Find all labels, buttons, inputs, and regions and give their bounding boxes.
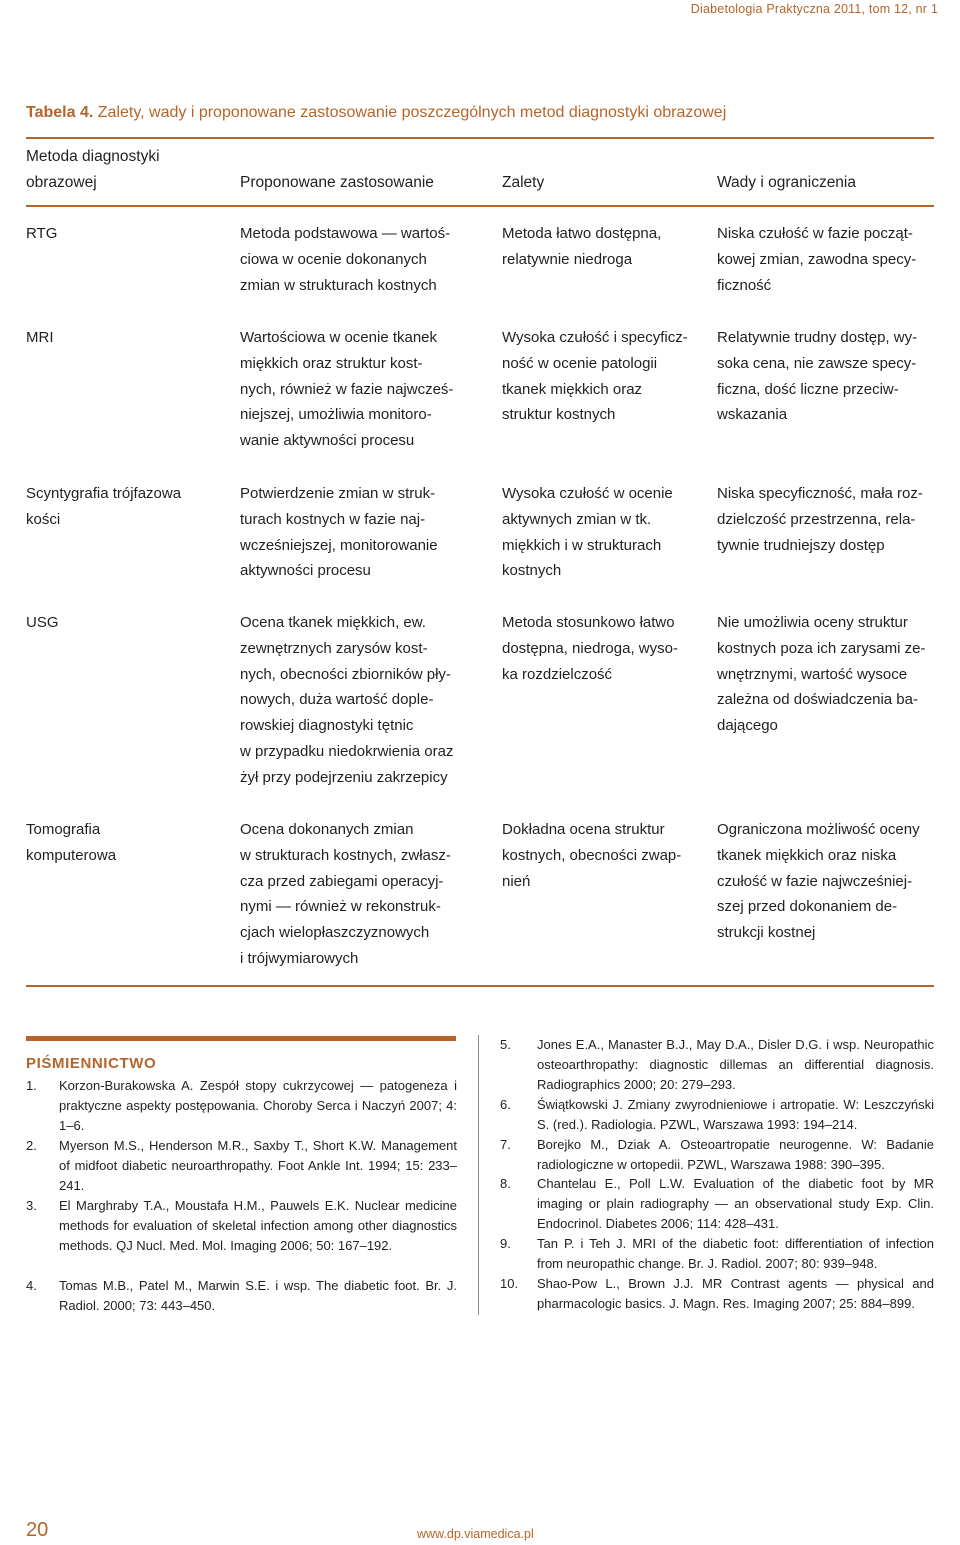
- reference-item: [500, 1274, 934, 1314]
- table-top-rule: [26, 137, 934, 139]
- page-number: 20: [26, 1519, 49, 1541]
- reference-number: 4.: [26, 1278, 37, 1293]
- row-mri-advantages: Wysoka czułość i specyficz- ność w ocenie patologii tkanek miękkich oraz struktur kostnych: [502, 329, 688, 424]
- reference-item: [500, 1135, 934, 1175]
- row-rtg-limitations: Niska czułość w fazie począt- kowej zmian, zawodna specy- ficzność: [717, 225, 917, 294]
- reference-item: [26, 1196, 457, 1256]
- reference-item: [500, 1234, 934, 1274]
- row-usg-advantages: Metoda stosunkowo łatwo dostępna, niedroga, wyso- ka rozdzielczość: [502, 614, 678, 683]
- row-mri-limitations: Relatywnie trudny dostęp, wy- soka cena, nie zawsze specy- ficzna, dość liczne przeciw- wskazania: [717, 329, 918, 424]
- reference-item: [26, 1136, 457, 1196]
- reference-number: 8.: [500, 1176, 511, 1191]
- table-header-rule: [26, 205, 934, 207]
- row-usg-method: USG: [26, 614, 59, 631]
- reference-number: 9.: [500, 1236, 511, 1251]
- reference-text: Jones E.A., Manaster B.J., May D.A., Disler D.G. i wsp. Neuropathic osteoarthropathy: diagnostic dillemas an differential diagnosis. Radiographics 2000; 20: 279–293.: [537, 1037, 934, 1092]
- row-scintigraphy-use: Potwierdzenie zmian w struk- turach kostnych w fazie naj- wcześniejszej, monitorowanie aktywności procesu: [240, 485, 438, 580]
- reference-number: 3.: [26, 1198, 37, 1213]
- row-rtg-advantages: Metoda łatwo dostępna, relatywnie niedroga: [502, 225, 662, 268]
- references-heading: PIŚMIENNICTWO: [26, 1055, 157, 1072]
- row-ct-limitations: Ograniczona możliwość oceny tkanek miękkich oraz niska czułość w fazie najwcześniej- szej przed dokonaniem de- strukcji kostnej: [717, 821, 920, 942]
- references-accent-rule: [26, 1036, 456, 1041]
- footer-url: www.dp.viamedica.pl: [417, 1527, 534, 1541]
- row-rtg-use: Metoda podstawowa — wartoś- ciowa w ocenie dokonanych zmian w strukturach kostnych: [240, 225, 451, 294]
- row-scintigraphy-limitations: Niska specyficzność, mała roz- dzielczość przestrzenna, rela- tywnie trudniejszy dostęp: [717, 485, 923, 554]
- reference-text: Świątkowski J. Zmiany zwyrodnieniowe i artropatie. W: Leszczyński S. (red.). Radiologia. PZWL, Warszawa 1993: 194–214.: [537, 1097, 934, 1132]
- reference-text: Tan P. i Teh J. MRI of the diabetic foot: differentiation of infection from neuropathic change. Br. J. Radiol. 2007; 80: 939–948.: [537, 1236, 934, 1271]
- row-scintigraphy-method: Scyntygrafia trójfazowa kości: [26, 485, 182, 528]
- reference-text: Shao-Pow L., Brown J.J. MR Contrast agents — physical and pharmacologic basics. J. Magn. Res. Imaging 2007; 25: 884–899.: [537, 1276, 934, 1311]
- header-use: Proponowane zastosowanie: [240, 174, 434, 191]
- row-usg-limitations: Nie umożliwia oceny struktur kostnych poza ich zarysami ze- wnętrznymi, wartość wysoce zależna od doświadczenia ba- dającego: [717, 614, 926, 735]
- reference-item: [500, 1035, 934, 1095]
- references-column-divider: [478, 1035, 479, 1315]
- header-advantages: Zalety: [502, 174, 545, 191]
- row-scintigraphy-advantages: Wysoka czułość w ocenie aktywnych zmian w tk. miękkich i w strukturach kostnych: [502, 485, 673, 580]
- reference-text: Korzon-Burakowska A. Zespół stopy cukrzycowej — patogeneza i praktyczne aspekty postępowania. Choroby Serca i Naczyń 2007; 4: 1–6.: [59, 1078, 457, 1133]
- row-usg-use: Ocena tkanek miękkich, ew. zewnętrznych zarysów kost- nych, obecności zbiorników pły- nowych, duża wartość dople- rowskiej diagnostyki tętnic w przypadku niedokrwienia oraz żył przy podejrzeniu zakrzepicy: [240, 614, 454, 786]
- header-limitations: Wady i ograniczenia: [717, 174, 856, 191]
- reference-number: 6.: [500, 1097, 511, 1112]
- reference-text: Tomas M.B., Patel M., Marwin S.E. i wsp. The diabetic foot. Br. J. Radiol. 2000; 73: 443–450.: [59, 1278, 457, 1313]
- row-mri-method: MRI: [26, 329, 54, 346]
- table-label: Tabela 4.: [26, 104, 94, 121]
- reference-text: El Marghraby T.A., Moustafa H.M., Pauwels E.K. Nuclear medicine methods for evaluation of skeletal infection among other diagnostics methods. QJ Nucl. Med. Mol. Imaging 2006; 50: 167–192.: [59, 1198, 457, 1253]
- reference-number: 5.: [500, 1037, 511, 1052]
- row-ct-use: Ocena dokonanych zmian w strukturach kostnych, zwłasz- cza przed zabiegami operacyj- nymi — również w rekonstruk- cjach wielopłaszczyznowych i trójwymiarowych: [240, 821, 451, 967]
- reference-text: Myerson M.S., Henderson M.R., Saxby T., Short K.W. Management of midfoot diabetic neuroarthropathy. Foot Ankle Int. 1994; 15: 233–241.: [59, 1138, 457, 1193]
- reference-item: [500, 1174, 934, 1234]
- reference-text: Borejko M., Dziak A. Osteoartropatie neurogenne. W: Badanie radiologiczne w ortopedii. PZWL, Warszawa 1988: 390–395.: [537, 1137, 934, 1172]
- table-title: [26, 104, 936, 122]
- reference-number: 10.: [500, 1276, 519, 1291]
- running-header: Diabetologia Praktyczna 2011, tom 12, nr 1: [690, 2, 938, 16]
- reference-item: [26, 1276, 457, 1316]
- row-ct-method: Tomografia komputerowa: [26, 821, 117, 864]
- reference-number: 1.: [26, 1078, 37, 1093]
- row-ct-advantages: Dokładna ocena struktur kostnych, obecności zwap- nień: [502, 821, 682, 890]
- table-bottom-rule: [26, 985, 934, 987]
- reference-number: 2.: [26, 1138, 37, 1153]
- reference-text: Chantelau E., Poll L.W. Evaluation of the diabetic foot by MR imaging or plain radiography — an observational study Exp. Clin. Endocrinol. Diabetes 2006; 114: 428–431.: [537, 1176, 934, 1231]
- header-method: Metoda diagnostyki obrazowej: [26, 148, 160, 191]
- table-caption: Zalety, wady i proponowane zastosowanie poszczególnych metod diagnostyki obrazowej: [97, 104, 727, 121]
- reference-number: 7.: [500, 1137, 511, 1152]
- reference-item: [500, 1095, 934, 1135]
- row-rtg-method: RTG: [26, 225, 58, 242]
- row-mri-use: Wartościowa w ocenie tkanek miękkich oraz struktur kost- nych, również w fazie najwcześ- niejszej, umożliwia monitoro- wanie aktywności procesu: [240, 329, 454, 450]
- reference-item: [26, 1076, 457, 1136]
